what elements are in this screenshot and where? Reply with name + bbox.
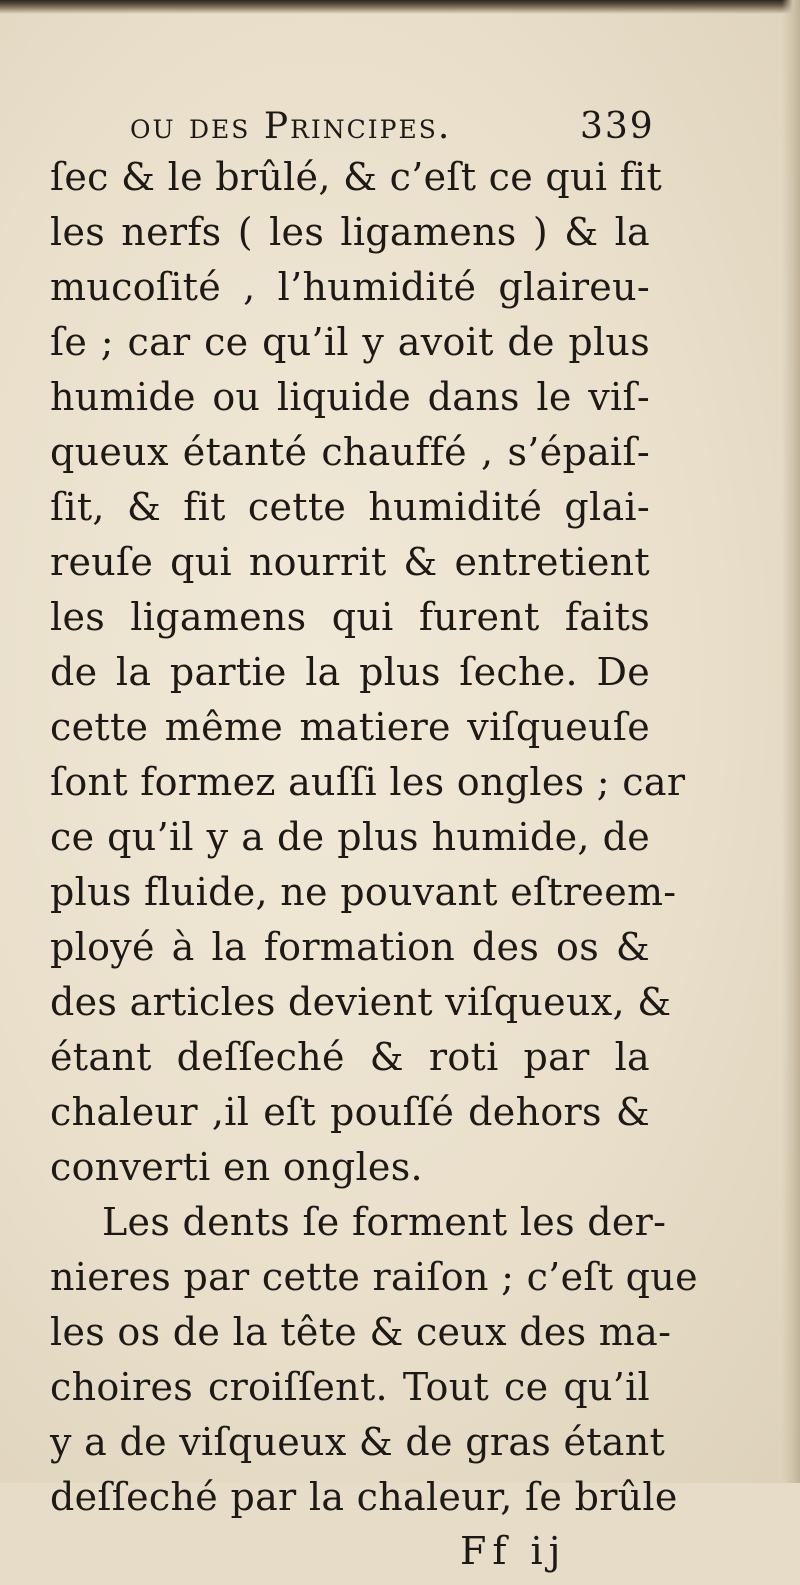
text-line: cette même matiere viſqueuſe	[50, 705, 650, 749]
running-title: ou des Principes.	[130, 106, 452, 147]
text-line: ſec & le brûlé, & c’eſt ce qui fit	[50, 155, 663, 199]
text-line: ſont formez auſſi les ongles ; car	[50, 760, 686, 804]
text-line: deſſeché par la chaleur, ſe brûle	[50, 1475, 678, 1519]
paragraph-end-line: converti en ongles.	[50, 1145, 423, 1189]
page-header	[50, 100, 655, 150]
text-line: des articles devient viſqueux, &	[50, 980, 672, 1024]
page-footer	[50, 1525, 650, 1585]
text-line: queux étanté chauffé , s’épaiſ-	[50, 430, 650, 474]
text-line: choires croiſſent. Tout ce qu’il	[50, 1365, 650, 1409]
text-line: nieres par cette raiſon ; c’eſt que	[50, 1255, 698, 1299]
text-line: plus fluide, ne pouvant eſtreem-	[50, 870, 677, 914]
text-line: ſit, & fit cette humidité glai-	[50, 485, 650, 529]
text-line: reuſe qui nourrit & entretient	[50, 540, 650, 584]
text-line: les os de la tête & ceux des ma-	[50, 1310, 672, 1354]
body-text	[50, 150, 698, 1525]
page-text-block	[50, 100, 698, 1585]
text-line: ſe ; car ce qu’il y avoit de plus	[50, 320, 650, 364]
text-line: ployé à la formation des os &	[50, 925, 650, 969]
text-line: y a de viſqueux & de gras étant	[50, 1420, 666, 1464]
text-line: ce qu’il y a de plus humide, de	[50, 815, 650, 859]
text-line: mucoſité , l’humidité glaireu-	[50, 265, 650, 309]
page-right-edge-shadow	[782, 0, 800, 1483]
paragraph-start-line: Les dents ſe forment les der-	[102, 1200, 667, 1244]
text-line: de la partie la plus ſeche. De	[50, 650, 650, 694]
text-line: les nerfs ( les ligamens ) & la	[50, 210, 650, 254]
page-top-edge-shadow	[0, 0, 800, 14]
text-line: humide ou liquide dans le viſ-	[50, 375, 650, 419]
page-number: 339	[580, 106, 655, 147]
text-line: les ligamens qui furent faits	[50, 595, 650, 639]
text-line: étant deſſeché & roti par la	[50, 1035, 650, 1079]
signature-mark: Ff ij	[460, 1529, 567, 1573]
text-line: chaleur ,il eſt pouſſé dehors &	[50, 1090, 650, 1134]
